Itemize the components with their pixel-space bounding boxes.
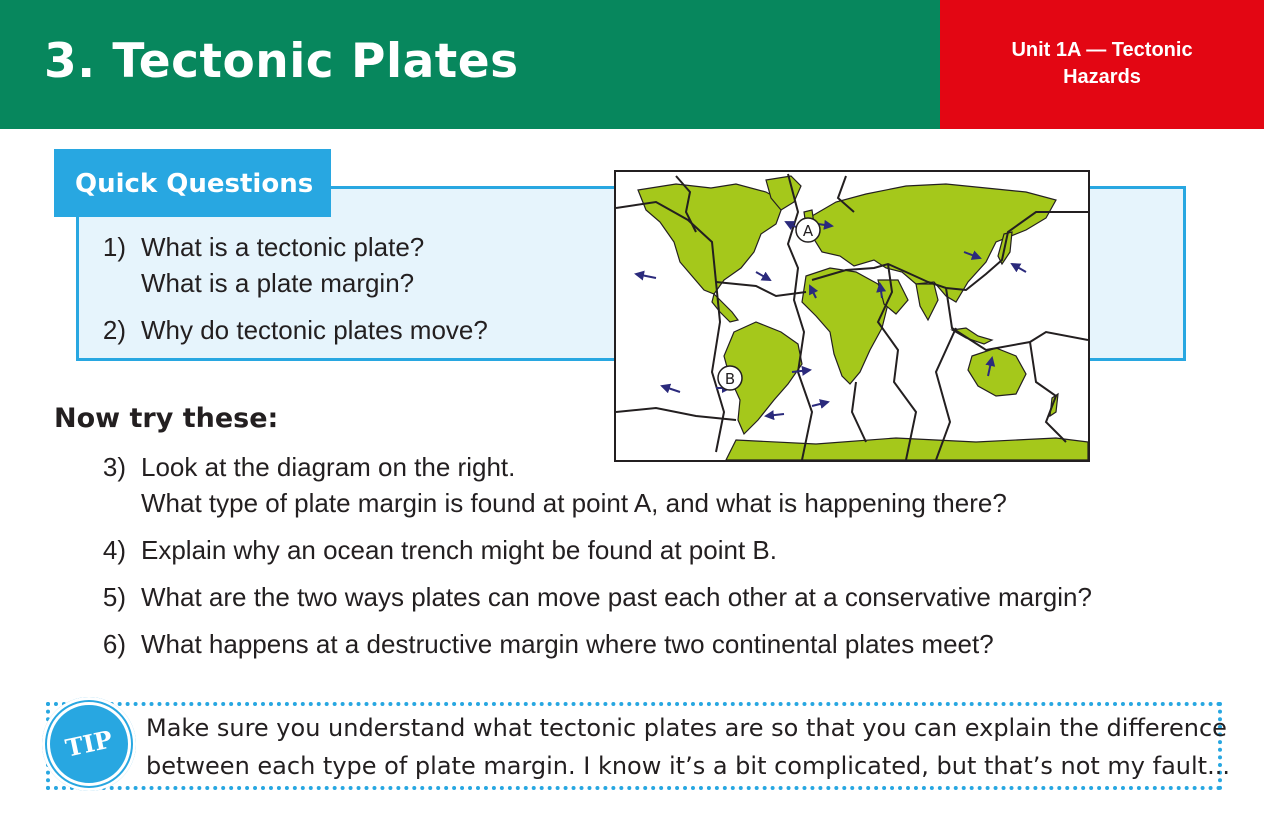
plate-map (616, 172, 1088, 460)
unit-label-text: Unit 1A — Tectonic Hazards (1011, 39, 1193, 88)
question-text: What type of plate margin is found at point A, and what is happening there? (141, 488, 1007, 518)
question-text: What are the two ways plates can move past each other at a conservative margin? (141, 582, 1092, 612)
australia (968, 348, 1026, 396)
tip-line: Make sure you understand what tectonic plates are so that you can explain the difference (146, 714, 1227, 742)
question-2 (86, 312, 586, 348)
quick-questions-heading: Quick Questions (54, 149, 331, 217)
question-number: 2) (102, 315, 126, 345)
question-1 (86, 229, 586, 305)
india (916, 284, 938, 320)
question-text: Explain why an ocean trench might be found at point B. (141, 535, 777, 565)
point-b-label: B (724, 370, 736, 388)
question-6 (86, 626, 1186, 662)
question-text: What is a plate margin? (141, 268, 415, 298)
africa (802, 268, 888, 384)
tip-badge (42, 697, 136, 791)
question-5 (86, 579, 1186, 615)
point-a-marker (796, 218, 820, 242)
question-number: 3) (102, 452, 126, 482)
point-a-label: A (802, 222, 814, 240)
tip-text (146, 709, 1230, 785)
point-b-marker (718, 366, 742, 390)
question-3 (86, 449, 1186, 521)
question-text: Why do tectonic plates move? (141, 315, 488, 345)
central-america (712, 294, 738, 322)
question-number: 6) (102, 629, 126, 659)
question-number: 1) (102, 232, 126, 262)
question-number: 5) (102, 582, 126, 612)
new-zealand (1050, 394, 1058, 416)
unit-label (940, 0, 1264, 129)
question-text: Look at the diagram on the right. (141, 452, 516, 482)
page-title: 3. Tectonic Plates (44, 34, 519, 89)
plate-map-diagram (614, 170, 1090, 462)
question-number: 4) (102, 535, 126, 565)
tip-line: between each type of plate margin. I know it’s a bit complicated, but that’s not my fault... (146, 752, 1230, 780)
question-text: What is a tectonic plate? (141, 232, 425, 262)
tip-badge-label: TIP (62, 724, 115, 763)
now-try-heading: Now try these: (54, 403, 279, 434)
north-america (638, 184, 784, 294)
question-4 (86, 532, 1186, 568)
question-text: What happens at a destructive margin where two continental plates meet? (141, 629, 994, 659)
